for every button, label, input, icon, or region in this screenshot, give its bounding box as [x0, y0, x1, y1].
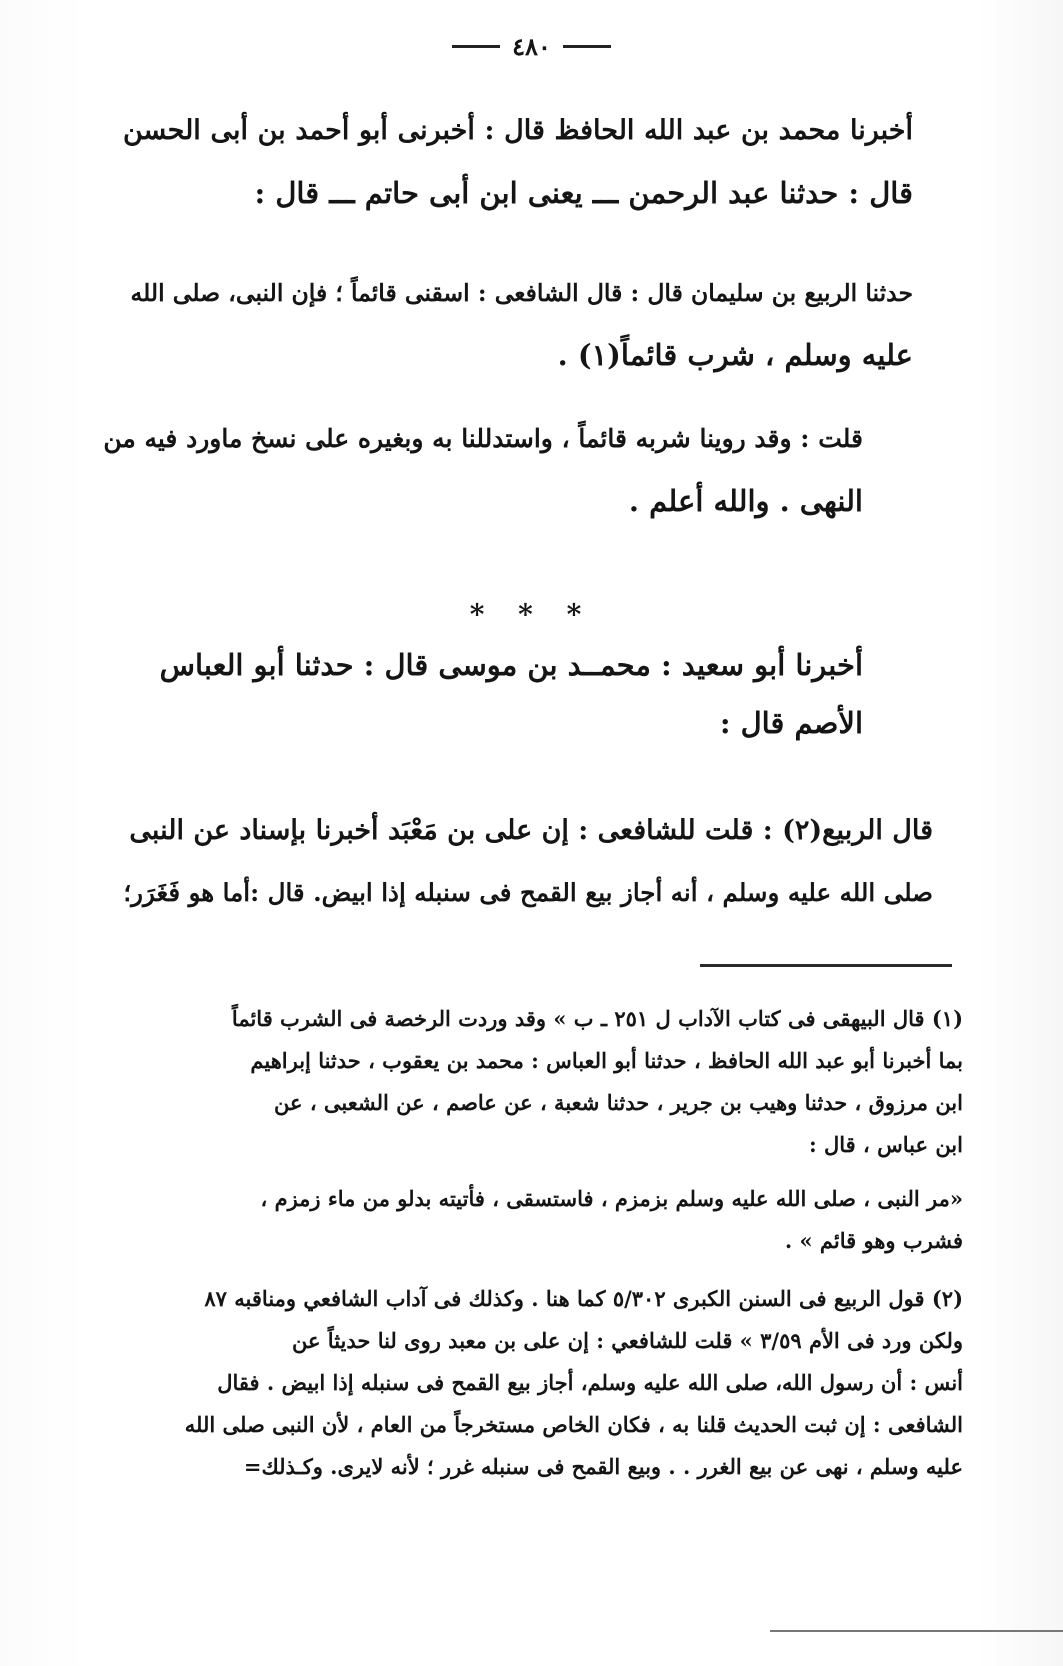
text-line: قال : حدثنا عبد الرحمن ـــ يعنى ابن أبى حاتم ـــ قال :: [254, 176, 913, 210]
footnote-line: «مر النبى ، صلى الله عليه وسلم بزمزم ، فاستسقى ، فأتيته بدلو من ماء زمزم ،: [260, 1186, 963, 1211]
footnote-line: عليه وسلم ، نهى عن بيع الغرر . . وبيع القمح فى سنبله غرر ؛ لأنه لايرى. وكـذلك=: [243, 1454, 963, 1479]
paragraph-isnad-1: [123, 100, 913, 224]
text-line: قلت : وقد روينا شربه قائماً ، واستدللنا به وبغيره على نسخ ماورد فيه من: [103, 424, 863, 453]
page-header: [0, 32, 1063, 61]
header-dash-left: [452, 45, 500, 48]
text-line: الأصم قال :: [719, 706, 863, 740]
footnote-line: ابن عباس ، قال :: [808, 1132, 963, 1157]
text-line: أخبرنا محمد بن عبد الله الحافظ قال : أخبرنى أبو أحمد بن أبى الحسن: [123, 115, 913, 146]
section-separator: * * *: [469, 598, 594, 631]
footnote-line: الشافعى : إن ثبت الحديث قلنا به ، فكان الخاص مستخرجاً من العام ، لأن النبى صلى الله: [184, 1412, 963, 1437]
footnote-line: أنس : أن رسول الله، صلى الله عليه وسلم، أجاز بيع القمح فى سنبله إذا ابيض . فقال: [217, 1370, 963, 1395]
page-number: ٤٨٠: [512, 32, 551, 61]
footnote-1: [183, 998, 963, 1262]
footnote-line: فشرب وهو قائم » .: [784, 1228, 963, 1253]
paragraph-drinking-standing: [123, 262, 913, 386]
paragraph-rabi-question: [123, 800, 933, 924]
text-line: صلى الله عليه وسلم ، أنه أجاز بيع القمح فى سنبله إذا ابيض. قال :أما هو فَغَرَر؛: [123, 878, 933, 907]
footnote-line: (١) قال البيهقى فى كتاب الآداب ل ٢٥١ ـ ب » وقد وردت الرخصة فى الشرب قائماً: [231, 1006, 963, 1031]
footnote-2: [183, 1278, 963, 1488]
footnote-line: بما أخبرنا أبو عبد الله الحافظ ، حدثنا أبو العباس : محمد بن يعقوب ، حدثنا إبراهيم: [250, 1048, 963, 1073]
header-dash-right: [563, 45, 611, 48]
footnote-line: ولكن ورد فى الأم ٣/٥٩ » قلت للشافعي : إن على بن معبد روى لنا حديثاً عن: [291, 1328, 963, 1353]
page-edge-line: [770, 1630, 1063, 1632]
text-line: النهى . والله أعلم .: [628, 484, 863, 518]
paragraph-isnad-2: [103, 636, 863, 752]
text-line: حدثنا الربيع بن سليمان قال : قال الشافعى : اسقنى قائماً ؛ فإن النبى، صلى الله: [130, 279, 913, 307]
text-line: أخبرنا أبو سعيد : محمــد بن موسى قال : حدثنا أبو العباس: [159, 648, 863, 682]
text-line: قال الربيع(٢) : قلت للشافعى : إن على بن مَعْبَد أخبرنا بإسناد عن النبى: [129, 815, 933, 846]
text-line: عليه وسلم ، شرب قائماً(١) .: [557, 338, 913, 372]
footnote-line: ابن مرزوق ، حدثنا وهيب بن جرير ، حدثنا شعبة ، عن عاصم ، عن الشعبى ، عن: [274, 1090, 963, 1115]
footnote-rule: [700, 964, 952, 967]
footnote-line: (٢) قول الربيع فى السنن الكبرى ٥/٣٠٢ كما هنا . وكذلك فى آداب الشافعي ومناقبه ٨٧: [204, 1286, 963, 1311]
paragraph-commentary: [103, 408, 863, 532]
